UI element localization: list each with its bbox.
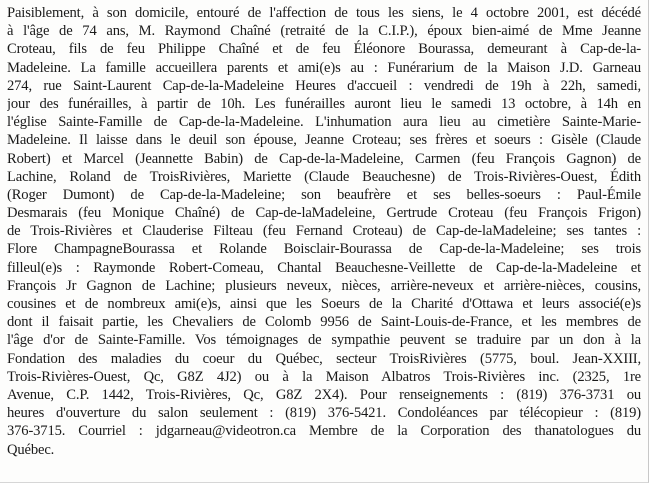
obituary-line-17: cousines et de nombreux ami(e)s, ainsi que les Soeurs de la Charité d'Ottawa et leurs associé(e)s <box>7 296 641 312</box>
obituary-line-5: 274, rue Saint-Laurent Cap-de-la-Madeleine Heures d'accueil : vendredi de 19h à 22h, samedi, <box>7 77 641 94</box>
obituary-line-3: Croteau, fils de feu Philippe Chaîné et de feu Éléonore Bourassa, demeurant à Cap-de-la- <box>7 41 641 58</box>
obituary-line-24: 376-3715. Courriel : jdgarneau@videotron.ca Membre de la Corporation des thanatologues du <box>7 423 641 440</box>
obituary-line-9: Robert) et Marcel (Jeannette Babin) de Cap-de-la-Madeleine, Carmen (feu François Gagnon) de <box>7 150 641 167</box>
obituary-line-8: Madeleine. Il laisse dans le deuil son épouse, Jeanne Croteau; ses frères et soeurs : Gisèle (Claude <box>7 132 641 149</box>
obituary-line-14: Flore ChampagneBourassa et Rolande Boisclair-Bourassa de Cap-de-la-Madeleine; ses trois <box>7 241 641 258</box>
obituary-line-15: filleul(e)s : Raymonde Robert-Comeau, Chantal Beauchesne-Veillette de Cap-de-la-Madeleine et <box>7 259 641 276</box>
obituary-line-4: Madeleine. La famille accueillera parents et ami(e)s au : Funérarium de la Maison J.D. Garneau <box>7 59 641 76</box>
obituary-line-12: Desmarais (feu Monique Chaîné) de Cap-de-laMadeleine, Gertrude Croteau (feu François Frigon) <box>7 205 641 222</box>
obituary-line-20: Fondation des maladies du coeur du Québec, secteur TroisRivières (5775, boul. Jean-XXIII, <box>7 350 641 367</box>
obituary-line-25: Québec. <box>7 441 55 458</box>
obituary-line-13: de Trois-Rivières et Clauderise Filteau (feu Fernand Croteau) de Cap-de-laMadeleine; ses tantes : <box>7 223 641 240</box>
obituary-line-16: François Jr Gagnon de Lachine; plusieurs neveux, nièces, arrière-neveux et arrière-nièces, cousins, <box>7 277 641 294</box>
obituary-line-18: dont il faisait partie, les Chevaliers de Colomb 9956 de Saint-Louis-de-France, et les membres de <box>7 314 641 331</box>
obituary-line-7: l'église Sainte-Famille de Cap-de-la-Madeleine. L'inhumation aura lieu au cimetière Sainte-Marie- <box>7 114 641 131</box>
obituary-line-1: Paisiblement, à son domicile, entouré de l'affection de tous les siens, le 4 octobre 2001, est décédé <box>7 5 641 21</box>
obituary-line-11: (Roger Dumont) de Cap-de-la-Madeleine; son beaufrère et ses belles-soeurs : Paul-Émile <box>7 186 641 203</box>
obituary-line-22: Avenue, C.P. 1442, Trois-Rivières, Qc, G8Z 2X4). Pour renseignements : (819) 376-3731 ou <box>7 386 641 403</box>
obituary-line-21: Trois-Rivières-Ouest, Qc, G8Z 4J2) ou à la Maison Albatros Trois-Rivières inc. (2325, 1re <box>7 368 641 385</box>
obituary-line-10: Lachine, Roland de TroisRivières, Mariette (Claude Beauchesne) de Trois-Rivières-Ouest, Édith <box>7 168 641 185</box>
obituary-line-23: heures d'ouverture du salon seulement : (819) 376-5421. Condoléances par télécopieur : (819) <box>7 405 641 422</box>
obituary-line-6: jour des funérailles, à partir de 10h. Les funérailles auront lieu le samedi 13 octobre, à 14h en <box>7 95 641 112</box>
obituary-line-19: l'âge d'or de Sainte-Famille. Vos témoignages de sympathie peuvent se traduire par un don à la <box>7 332 641 349</box>
obituary-line-2: à l'âge de 74 ans, M. Raymond Chaîné (retraité de la C.I.P.), époux bien-aimé de Mme Jeanne <box>7 23 641 40</box>
